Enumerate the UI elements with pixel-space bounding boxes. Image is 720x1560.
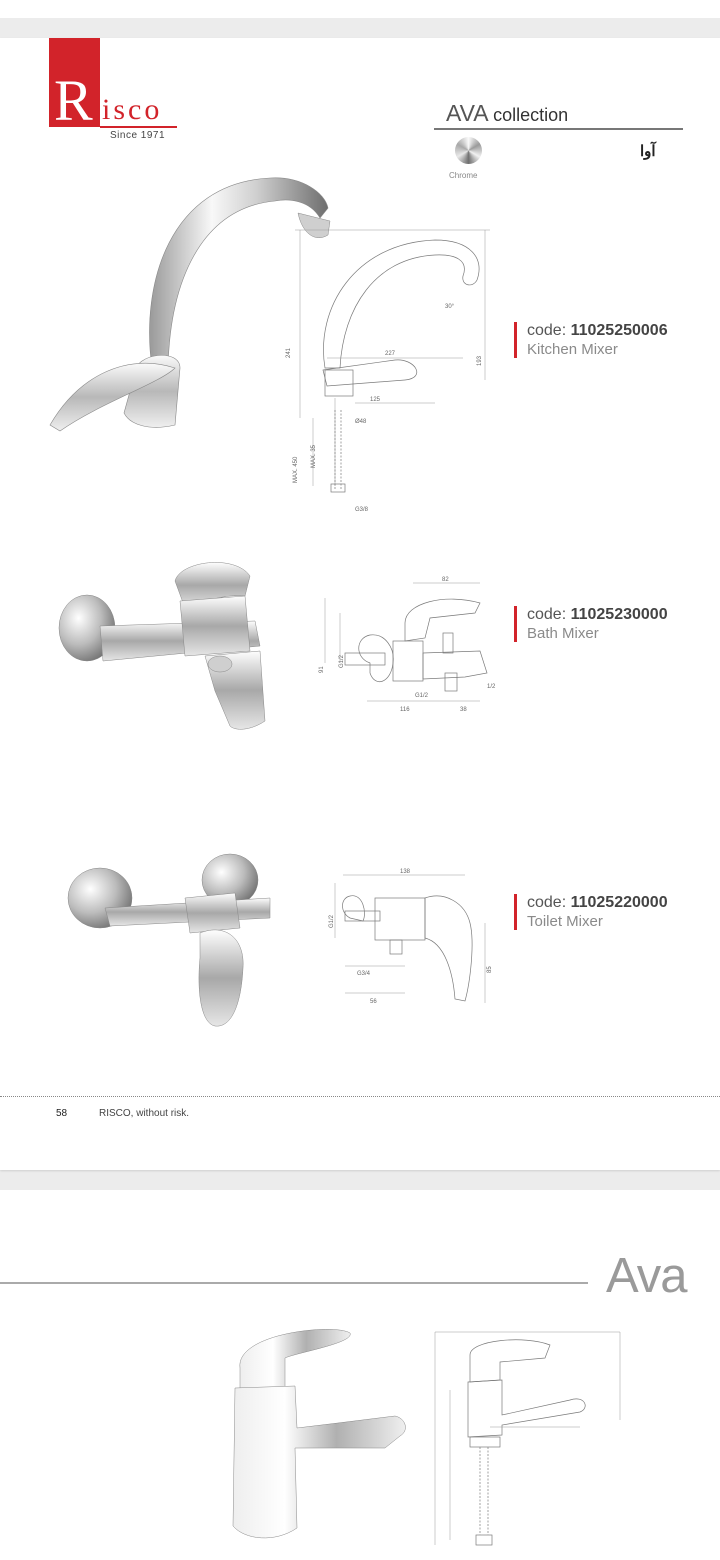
- top-strip: [0, 0, 720, 18]
- dim-91: 91: [319, 666, 325, 673]
- dim-125: 125: [370, 397, 381, 403]
- dim-angle: 30°: [445, 304, 455, 310]
- page-title: Ava: [606, 1249, 687, 1303]
- dim-g12-a: G1/2: [339, 654, 345, 668]
- dim-g34: G3/4: [357, 971, 371, 977]
- dim-193: 193: [477, 355, 483, 366]
- product-bath-mixer: [514, 606, 668, 642]
- toilet-mixer-drawing: [305, 863, 505, 1008]
- product-code: code: 11025230000: [527, 606, 668, 623]
- chrome-finish-swatch: [455, 137, 482, 164]
- dim-g12: G1/2: [329, 914, 335, 928]
- product-name: Kitchen Mixer: [527, 341, 618, 358]
- kitchen-mixer-drawing: [285, 228, 495, 513]
- basin-mixer-photo: [225, 1328, 415, 1548]
- collection-title: [446, 100, 568, 127]
- dim-56: 56: [370, 999, 377, 1005]
- basin-mixer-drawing: [430, 1330, 630, 1550]
- header-rule: [0, 1282, 588, 1284]
- dim-38: 38: [460, 707, 467, 713]
- bath-mixer-photo: [55, 556, 275, 736]
- catalog-page-next: [0, 1190, 720, 1560]
- dim-241: 241: [286, 347, 292, 358]
- collection-suffix: collection: [493, 105, 569, 125]
- dim-g38: G3/8: [355, 507, 369, 513]
- dim-82: 82: [442, 577, 449, 583]
- dim-max450: MAX. 450: [293, 456, 299, 483]
- product-code: code: 11025220000: [527, 894, 668, 911]
- catalog-page-58: [0, 38, 720, 1170]
- product-toilet-mixer: [514, 894, 668, 930]
- footer-divider: [0, 1096, 720, 1097]
- dim-max35: MAX. 35: [311, 444, 317, 468]
- chrome-finish-label: Chrome: [449, 171, 478, 180]
- product-code: code: 11025250006: [527, 322, 668, 339]
- collection-farsi-name: آوا: [640, 143, 656, 160]
- dim-85: 85: [487, 966, 493, 973]
- bath-mixer-drawing: [305, 573, 505, 733]
- collection-rule: [434, 128, 683, 130]
- collection-name: AVA: [446, 100, 489, 126]
- logo-underline: [100, 126, 177, 128]
- page-number: 58: [56, 1108, 68, 1119]
- toilet-mixer-photo: [65, 848, 275, 1028]
- logo-initial: R: [54, 68, 93, 133]
- product-kitchen-mixer: [514, 322, 668, 358]
- footer-tagline: RISCO, without risk.: [99, 1108, 190, 1119]
- dim-48: Ø48: [355, 419, 367, 425]
- dim-half: 1/2: [487, 684, 496, 690]
- dim-g12-b: G1/2: [415, 693, 429, 699]
- logo-since: Since 1971: [110, 130, 166, 141]
- product-name: Toilet Mixer: [527, 913, 603, 930]
- product-name: Bath Mixer: [527, 625, 599, 642]
- dim-116: 116: [400, 707, 410, 713]
- dim-227: 227: [385, 351, 396, 357]
- logo-wordmark: isco: [102, 93, 163, 126]
- dim-138: 138: [400, 869, 411, 875]
